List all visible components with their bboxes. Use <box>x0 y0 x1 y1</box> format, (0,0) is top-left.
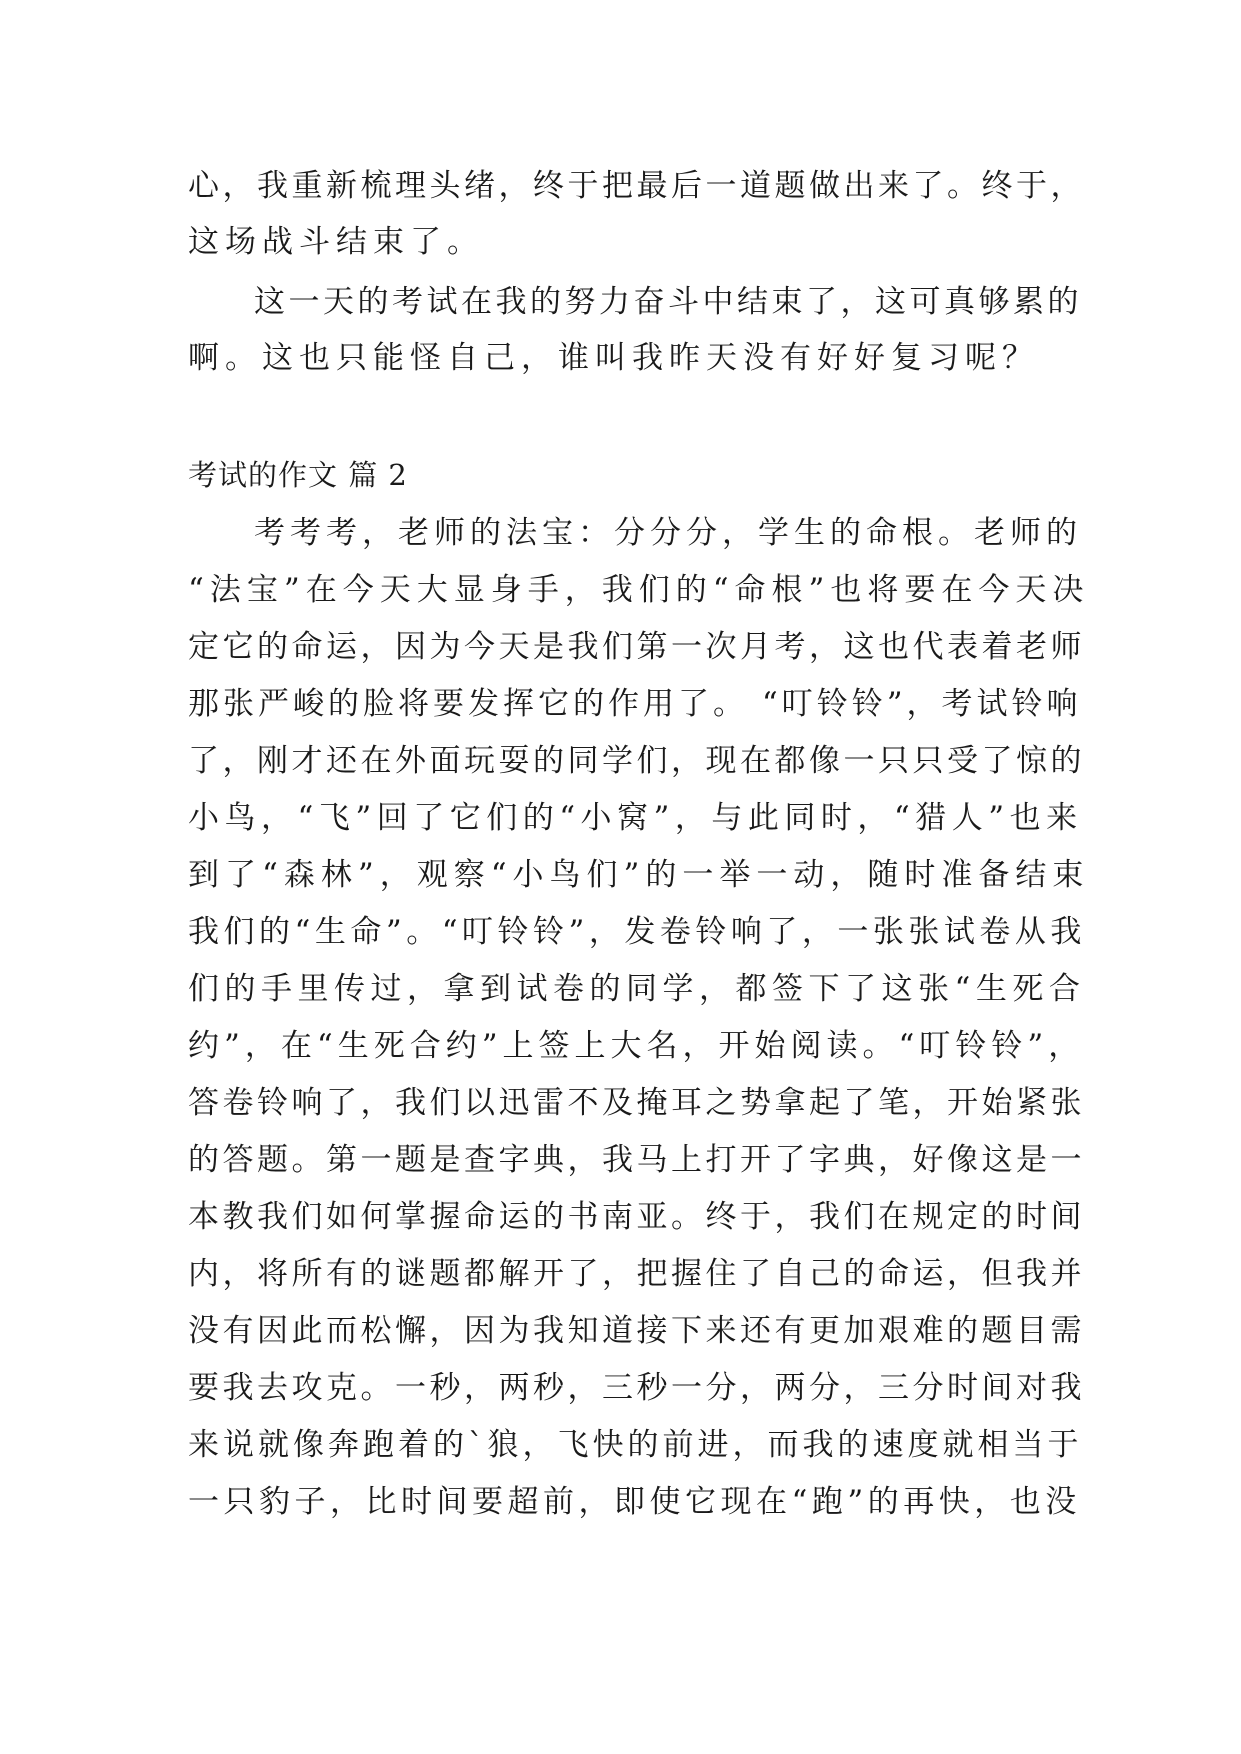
paragraph-3-line-13: 本教我们如何掌握命运的书南亚。终于，我们在规定的时间 <box>188 1199 1085 1235</box>
paragraph-3-line-14: 内，将所有的谜题都解开了，把握住了自己的命运，但我并 <box>188 1256 1085 1292</box>
paragraph-3-line-1: 考考考，老师的法宝：分分分，学生的命根。老师的 <box>254 515 1082 551</box>
paragraph-2-line-1: 这一天的考试在我的努力奋斗中结束了，这可真够累的 <box>254 284 1082 320</box>
paragraph-3-line-9: 们的手里传过，拿到试卷的同学，都签下了这张“生死合 <box>188 971 1086 1007</box>
paragraph-3-line-10: 约”，在“生死合约”上签上大名，开始阅读。“叮铃铃”， <box>188 1028 1085 1064</box>
paragraph-3-line-5: 了，刚才还在外面玩耍的同学们，现在都像一只只受了惊的 <box>188 743 1085 779</box>
paragraph-2-line-2: 啊。这也只能怪自己，谁叫我昨天没有好好复习呢？ <box>188 340 1039 376</box>
section-title: 考试的作文 篇 2 <box>188 458 408 492</box>
paragraph-3-line-15: 没有因此而松懈，因为我知道接下来还有更加艰难的题目需 <box>188 1313 1085 1349</box>
paragraph-1-line-1: 心，我重新梳理头绪，终于把最后一道题做出来了。终于， <box>188 168 1085 204</box>
paragraph-3-line-7: 到了“森林”，观察“小鸟们”的一举一动，随时准备结束 <box>188 857 1090 893</box>
paragraph-3-line-12: 的答题。第一题是查字典，我马上打开了字典，好像这是一 <box>188 1142 1085 1178</box>
paragraph-3-line-6: 小鸟，“飞”回了它们的“小窝”，与此同时，“猎人”也来 <box>188 800 1083 836</box>
paragraph-3-line-18: 一只豹子，比时间要超前，即使它现在“跑”的再快，也没 <box>188 1484 1081 1520</box>
paragraph-3-line-17: 来说就像奔跑着的`狼，飞快的前进，而我的速度就相当于 <box>188 1427 1083 1463</box>
paragraph-3-line-2: “法宝”在今天大显身手，我们的“命根”也将要在今天决 <box>188 572 1090 608</box>
paragraph-1-line-2: 这场战斗结束了。 <box>188 224 484 260</box>
paragraph-3-line-8: 我们的“生命”。“叮铃铃”，发卷铃响了，一张张试卷从我 <box>188 914 1086 950</box>
paragraph-3-line-4: 那张严峻的脸将要发挥它的作用了。 “叮铃铃”，考试铃响 <box>188 686 1082 722</box>
paragraph-3-line-16: 要我去攻克。一秒，两秒，三秒一分，两分，三分时间对我 <box>188 1370 1085 1406</box>
paragraph-3-line-11: 答卷铃响了，我们以迅雷不及掩耳之势拿起了笔，开始紧张 <box>188 1085 1085 1121</box>
paragraph-3-line-3: 定它的命运，因为今天是我们第一次月考，这也代表着老师 <box>188 629 1085 665</box>
